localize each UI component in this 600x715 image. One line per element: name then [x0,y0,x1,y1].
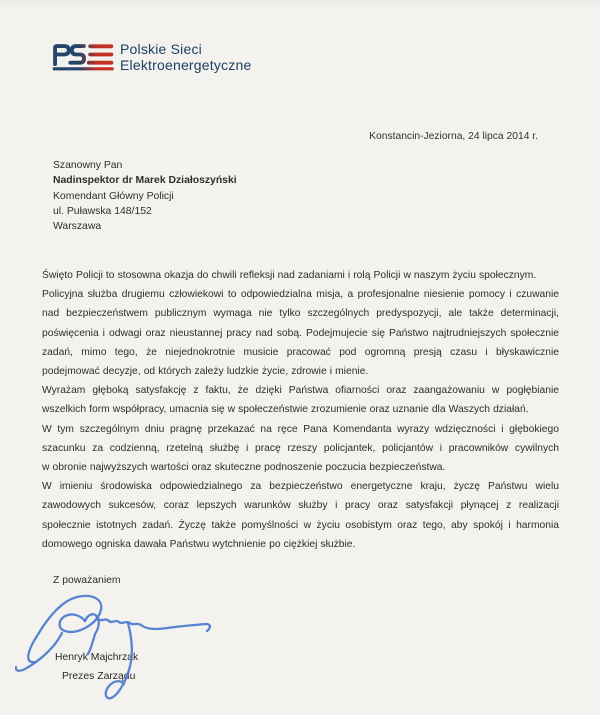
company-name-line1: Polskie Sieci [120,41,202,57]
body-line: podejmować decyzje, od których zależy ludzkie życie, zdrowie i mienie. [42,366,369,378]
recipient-city: Warszawa [53,221,102,233]
body-line: W imieniu środowiska odpowiedzialnego za bezpieczeństwo energetyczne kraju, życzę Państwu wielu [42,481,559,493]
recipient-street: ul. Puławska 148/152 [53,205,152,217]
body-line: W tym szczególnym dniu pragnę przekazać na ręce Pana Komendanta wyrazy wdzięczności i głębokiego [42,423,559,435]
body-line: szacunku za codzienną, rzetelną służbę i pracę rzeszy policjantek, policjantów i pracowników cywilnych [42,442,559,454]
body-line: Święto Policji to stosowna okazja do chwili refleksji nad zadaniami i rolą Policji w naszym życiu społecznym. [42,270,537,281]
body-line: w obronie najwyższych wartości oraz skuteczne podnoszenie poczucia bezpieczeństwa. [42,462,446,474]
recipient-salutation: Szanowny Pan [53,160,123,171]
body-line: poświęcenia i odwagi oraz nieustannej pracy nad sobą. Podejmujecie się Państwo najtrudniejszych społecznie [42,327,559,339]
body-line: społecznie istotnych zadań. Życzę także pomyślności w życiu osobistym oraz tego, aby spokój i harmonia [42,519,559,531]
body-line: nad bezpieczeństwem publicznym wymaga nie tylko szczególnych predyspozycji, ale także determinacji, [42,308,559,320]
body-line: zawodowych sukcesów, coraz lepszych warunków służby i pracy oraz satysfakcji płynącej z realizacji [42,500,559,512]
company-name [120,42,251,73]
body-line: domowego ogniska dawała Państwu wytchnienie po ciężkiej służbie. [42,538,356,550]
body-line: Policyjna służba drugiemu człowiekowi to odpowiedzialna misja, a profesjonalne niesienie pomocy i czuwanie [42,289,559,301]
handwritten-signature [15,590,235,712]
body-line: zadań, mimo tego, że niejednokrotnie musicie pracować pod ogromną presją czasu i błyskawicznie [42,346,559,358]
pse-logo-icon [52,41,115,72]
valediction: Z poważaniem [53,575,121,586]
recipient-position: Komendant Główny Policji [53,190,174,202]
recipient-block [53,158,237,234]
signer-title: Prezes Zarządu [62,671,136,682]
body-line: wszelkich form współpracy, umacnia się w społeczeństwie zrozumienie oraz uznanie dla Waszych działań. [42,404,529,416]
recipient-name: Nadinspektor dr Marek Działoszyński [53,175,237,187]
dateline: Konstancin-Jeziorna, 24 lipca 2014 r. [369,131,538,142]
letter-body [42,266,559,554]
signer-name: Henryk Majchrzak [55,652,139,663]
body-line: Wyrażam głęboką satysfakcję z faktu, że dzięki Państwa ofiarności oraz zaangażowaniu w pogłębianie [42,385,559,397]
company-name-line2: Elektroenergetyczne [120,56,252,73]
